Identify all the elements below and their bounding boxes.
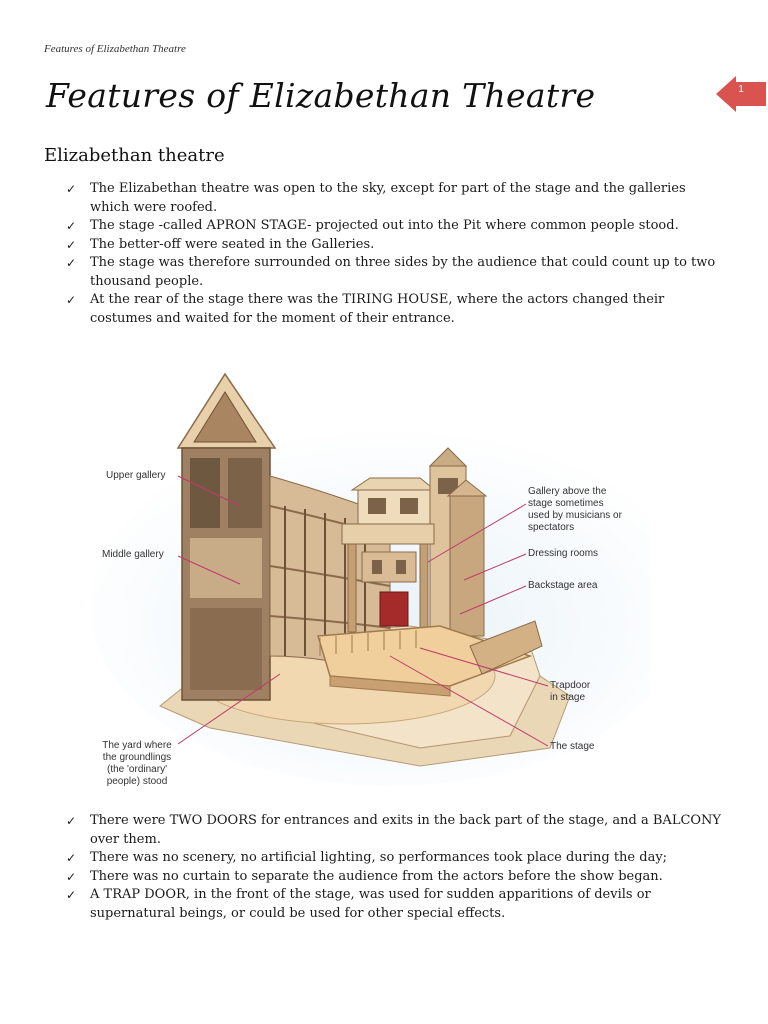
running-header: Features of Elizabethan Theatre [44,43,186,55]
check-mark-icon: ✓ [66,182,77,196]
list-item-text: The stage -called APRON STAGE- projected out into the Pit where common people stood. [90,218,679,233]
list-item-text: There was no scenery, no artificial lighting, so performances took place during the day; [90,850,668,865]
list-item [66,812,726,849]
label-trapdoor: Trapdoor in stage [550,680,591,703]
list-item [66,217,726,236]
list-item [66,180,726,217]
check-mark-icon: ✓ [66,814,77,828]
list-item-text: The stage was therefore surrounded on three sides by the audience that could count up to two thousand people. [90,255,716,289]
check-mark-icon: ✓ [66,219,77,233]
check-mark-icon: ✓ [66,256,77,270]
bottom-bullet-list [66,812,726,923]
list-item-text: There were TWO DOORS for entrances and exits in the back part of the stage, and a BALCONY over them. [90,813,722,847]
list-item [66,254,726,291]
list-item-text: There was no curtain to separate the audience from the actors before the show began. [90,868,663,884]
label-gallery-above-stage: Gallery above the stage sometimes used by musicians or spectators [528,486,622,533]
list-item [66,849,726,868]
label-backstage: Backstage area [528,580,598,591]
label-middle-gallery: Middle gallery [102,549,164,560]
list-item [66,236,726,255]
list-item-text: The better-off were seated in the Galleries. [90,236,375,252]
list-item-text: A TRAP DOOR, in the front of the stage, was used for sudden apparitions of devils or supernatural beings, or could be used for other special effects. [90,887,651,921]
page-number: 1 [738,84,744,95]
check-mark-icon: ✓ [66,237,77,252]
label-dressing-rooms: Dressing rooms [528,548,599,559]
list-item [66,886,726,923]
top-bullet-list [66,180,726,328]
section-heading: Elizabethan theatre [44,145,225,166]
page-title: Features of Elizabethan Theatre [46,76,596,115]
label-yard: The yard where the groundlings (the 'ordinary' people) stood [102,740,172,787]
list-item-text: The Elizabethan theatre was open to the sky, except for part of the stage and the galleries which were roofed. [90,181,686,215]
globe-theatre-illustration [90,356,650,796]
theatre-diagram [90,356,650,796]
label-stage: The stage [550,741,595,752]
check-mark-icon: ✓ [66,293,77,307]
list-item-text: At the rear of the stage there was the TIRING HOUSE, where the actors changed their costumes and waited for the moment of their entrance. [90,292,665,326]
list-item [66,291,726,328]
label-upper-gallery: Upper gallery [106,470,166,481]
list-item [66,868,726,887]
check-mark-icon: ✓ [66,888,77,902]
check-mark-icon: ✓ [66,869,77,884]
check-mark-icon: ✓ [66,851,77,865]
